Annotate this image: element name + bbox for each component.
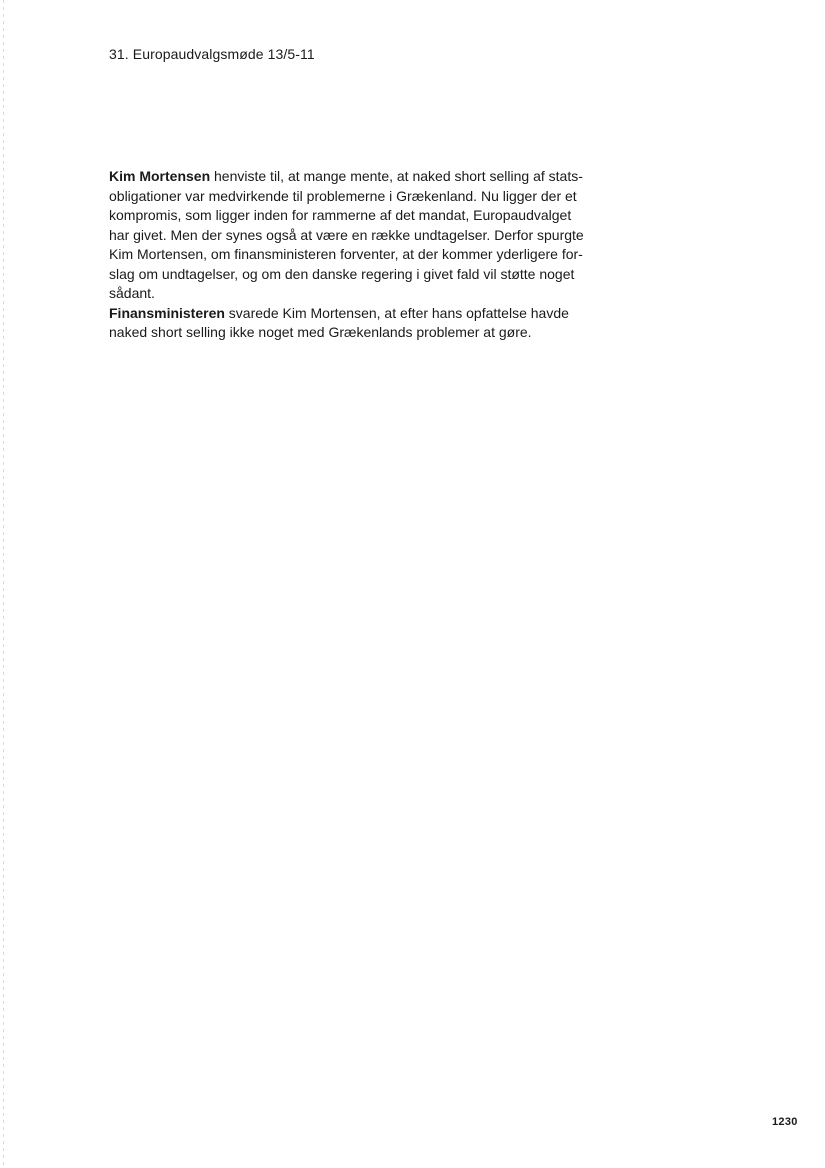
paragraph-finansministeren <box>109 304 579 343</box>
text-line: naked short selling ikke noget med Grækenlands problemer at gøre. <box>109 324 532 340</box>
text-line <box>109 167 583 187</box>
paragraph-kim-mortensen <box>109 167 584 304</box>
text-line: sådant. <box>109 285 155 301</box>
text-line: slag om undtagelser, og om den danske regering i givet fald vil støtte noget <box>109 265 575 282</box>
text-line: har givet. Men der synes også at være en række undtagelser. Derfor spurgte <box>109 226 584 243</box>
body-text <box>109 167 584 343</box>
text-line: kompromis, som ligger inden for rammerne af det mandat, Europaudvalget <box>109 207 572 223</box>
text-line: obligationer var medvirkende til problemerne i Grækenland. Nu ligger der et <box>109 187 577 204</box>
text-line-content: henviste til, at mange mente, at naked short selling af stats- <box>210 168 583 184</box>
scan-edge-artifact <box>3 0 4 1168</box>
speaker-name: Finansministeren <box>109 304 225 321</box>
text-line: Kim Mortensen, om finansministeren forventer, at der kommer yderligere for- <box>109 246 583 262</box>
text-line <box>109 304 579 324</box>
text-line-content: svarede Kim Mortensen, at efter hans opfattelse havde <box>224 304 569 321</box>
page-header: 31. Europaudvalgsmøde 13/5-11 <box>109 46 315 62</box>
speaker-name: Kim Mortensen <box>109 168 211 184</box>
page-number: 1230 <box>772 1116 798 1128</box>
